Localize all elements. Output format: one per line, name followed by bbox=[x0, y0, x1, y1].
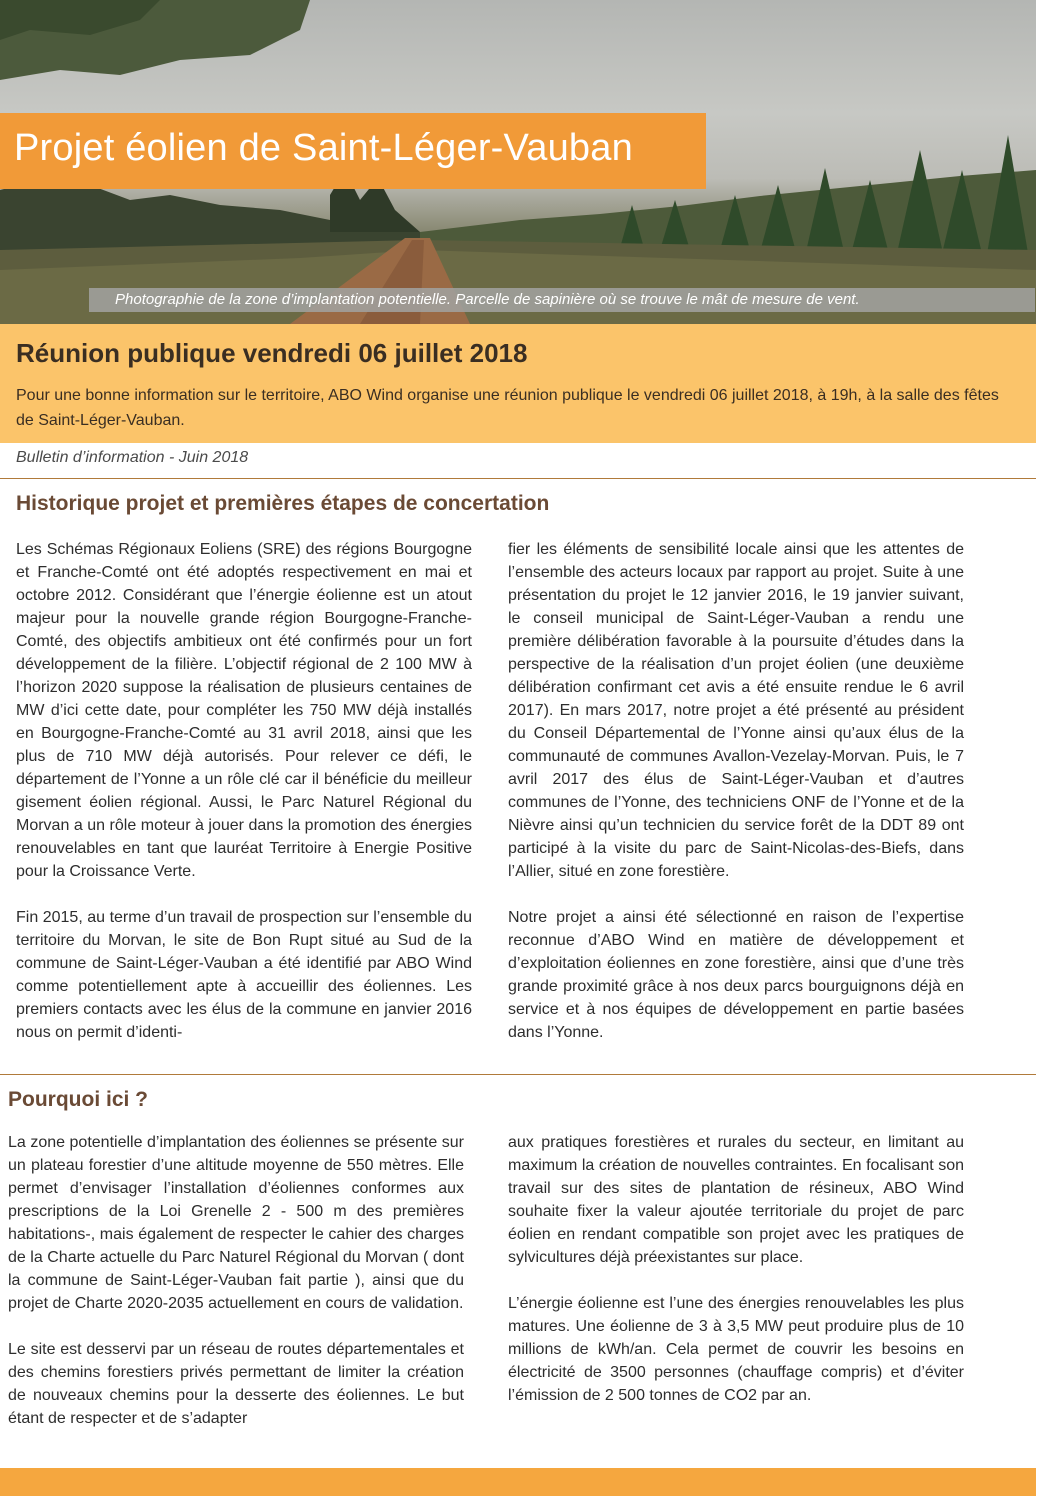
paragraph: Les Schémas Régionaux Eoliens (SRE) des régions Bourgogne et Franche-Comté ont été adoptés respectivement en mai et octobre 2012. Considérant que l’énergie éolienne est un atout majeur pour la nouvelle grande région Bourgogne-Franche-Comté, des objectifs ambitieux ont été confirmés pour un fort développement de la filière. L’objectif régional de 2 100 MW à l’horizon 2020 suppose la réalisation de plusieurs centaines de MW d’ici cette date, pour compléter les 750 MW déjà installés en Bourgogne-Franche-Comté au 31 avril 2018, ainsi que les plus de 710 MW déjà autorisés. Pour relever ce défi, le département de l’Yonne a un rôle clé car il bénéficie du meilleur gisement éolien régional. Aussi, le Parc Naturel Régional du Morvan a un rôle moteur à jouer dans la promotion des énergies renouvelables en tant que lauréat Territoire à Energie Positive pour la Croissance Verte. bbox=[16, 541, 472, 880]
section-title-historique: Historique projet et premières étapes de concertation bbox=[16, 492, 550, 515]
meeting-text: Pour une bonne information sur le territoire, ABO Wind organise une réunion publique le vendredi 06 juillet 2018, à 19h, à la salle des fêtes de Saint-Léger-Vauban. bbox=[16, 387, 999, 429]
hero-photo bbox=[0, 0, 1036, 324]
section1-right-column bbox=[508, 538, 964, 1044]
photo-caption: Photographie de la zone d’implantation potentielle. Parcelle de sapinière où se trouve le mât de mesure de vent. bbox=[89, 288, 1035, 312]
paragraph: fier les éléments de sensibilité locale ainsi que les attentes de l’ensemble des acteurs locaux par rapport au projet. Suite à une présentation du projet le 12 janvier 2016, le 19 janvier suivant, le conseil municipal de Saint-Léger-Vauban a rendu une première délibération favorable à la poursuite d’études dans la perspective de la réalisation d’un projet éolien (une deuxième délibération confirmant cet avis a été ensuite rendue le 6 avril 2017). En mars 2017, notre projet a été présenté au président du Conseil Départemental de l’Yonne ainsi qu’aux élus de la communauté de communes Avallon-Vezelay-Morvan. Puis, le 7 avril 2017 des élus de Saint-Léger-Vauban et d’autres communes de l’Yonne, des techniciens ONF de l’Yonne et de la Nièvre ainsi qu’un technicien du service forêt de la DDT 89 ont participé à la visite du parc de Saint-Nicolas-des-Biefs, dans l’Allier, situé en zone forestière. bbox=[508, 541, 964, 880]
divider bbox=[0, 1074, 1036, 1075]
paragraph: Le site est desservi par un réseau de routes départementales et des chemins forestiers privés permettant de limiter la création de nouveaux chemins pour la desserte des éoliennes. Le but étant de respecter et de s’adapter bbox=[8, 1341, 464, 1427]
paragraph: La zone potentielle d’implantation des éoliennes se présente sur un plateau forestier d’une altitude moyenne de 550 mètres. Elle permet d’envisager l’installation d’éoliennes conformes aux prescriptions de la Loi Grenelle 2 - 500 m des premières habitations-, mais également de respecter le cahier des charges de la Charte actuelle du Parc Naturel Régional du Morvan ( dont la commune de Saint-Léger-Vauban fait partie ), ainsi que du projet de Charte 2020-2035 actuellement en cours de validation. bbox=[8, 1134, 464, 1312]
page-title: Projet éolien de Saint-Léger-Vauban bbox=[14, 127, 633, 169]
paragraph: aux pratiques forestières et rurales du secteur, en limitant au maximum la création de nouvelles contraintes. En focalisant son travail sur des sites de plantation de résineux, ABO Wind souhaite fixer la valeur ajoutée territoriale du projet de parc éolien en rendant compatible son projet avec les pratiques de sylvicultures déjà préexistantes sur place. bbox=[508, 1134, 964, 1266]
meeting-title: Réunion publique vendredi 06 juillet 2018 bbox=[16, 338, 528, 368]
section2-right-column bbox=[508, 1131, 964, 1407]
section1-left-column bbox=[16, 538, 472, 1044]
meeting-banner bbox=[0, 324, 1036, 443]
paragraph: L’énergie éolienne est l’une des énergies renouvelables les plus matures. Une éolienne de 3 à 3,5 MW peut produire plus de 10 millions de kWh/an. Cela permet de couvrir les besoins en électricité de 3500 personnes (chauffage compris) et d’éviter l’émission de 2 500 tonnes de CO2 par an. bbox=[508, 1295, 964, 1404]
title-band bbox=[0, 113, 706, 189]
section-title-pourquoi: Pourquoi ici ? bbox=[8, 1088, 148, 1111]
paragraph: Notre projet a ainsi été sélectionné en raison de l’expertise reconnue d’ABO Wind en matière de développement et d’exploitation éoliennes en zone forestière, ainsi que d’une très grande proximité grâce à nos deux parcs bourguignons déjà en service et à nos équipes de développement en partie basées dans l’Yonne. bbox=[508, 909, 964, 1041]
footer-band bbox=[0, 1468, 1036, 1496]
bulletin-label: Bulletin d’information - Juin 2018 bbox=[16, 449, 249, 466]
paragraph: Fin 2015, au terme d’un travail de prospection sur l’ensemble du territoire du Morvan, le site de Bon Rupt situé au Sud de la commune de Saint-Léger-Vauban a été identifié par ABO Wind comme potentiellement apte à accueillir des éoliennes. Les premiers contacts avec les élus de la commune en janvier 2016 nous on permit d’identi- bbox=[16, 909, 472, 1041]
divider bbox=[0, 478, 1036, 479]
section2-left-column bbox=[8, 1131, 464, 1430]
